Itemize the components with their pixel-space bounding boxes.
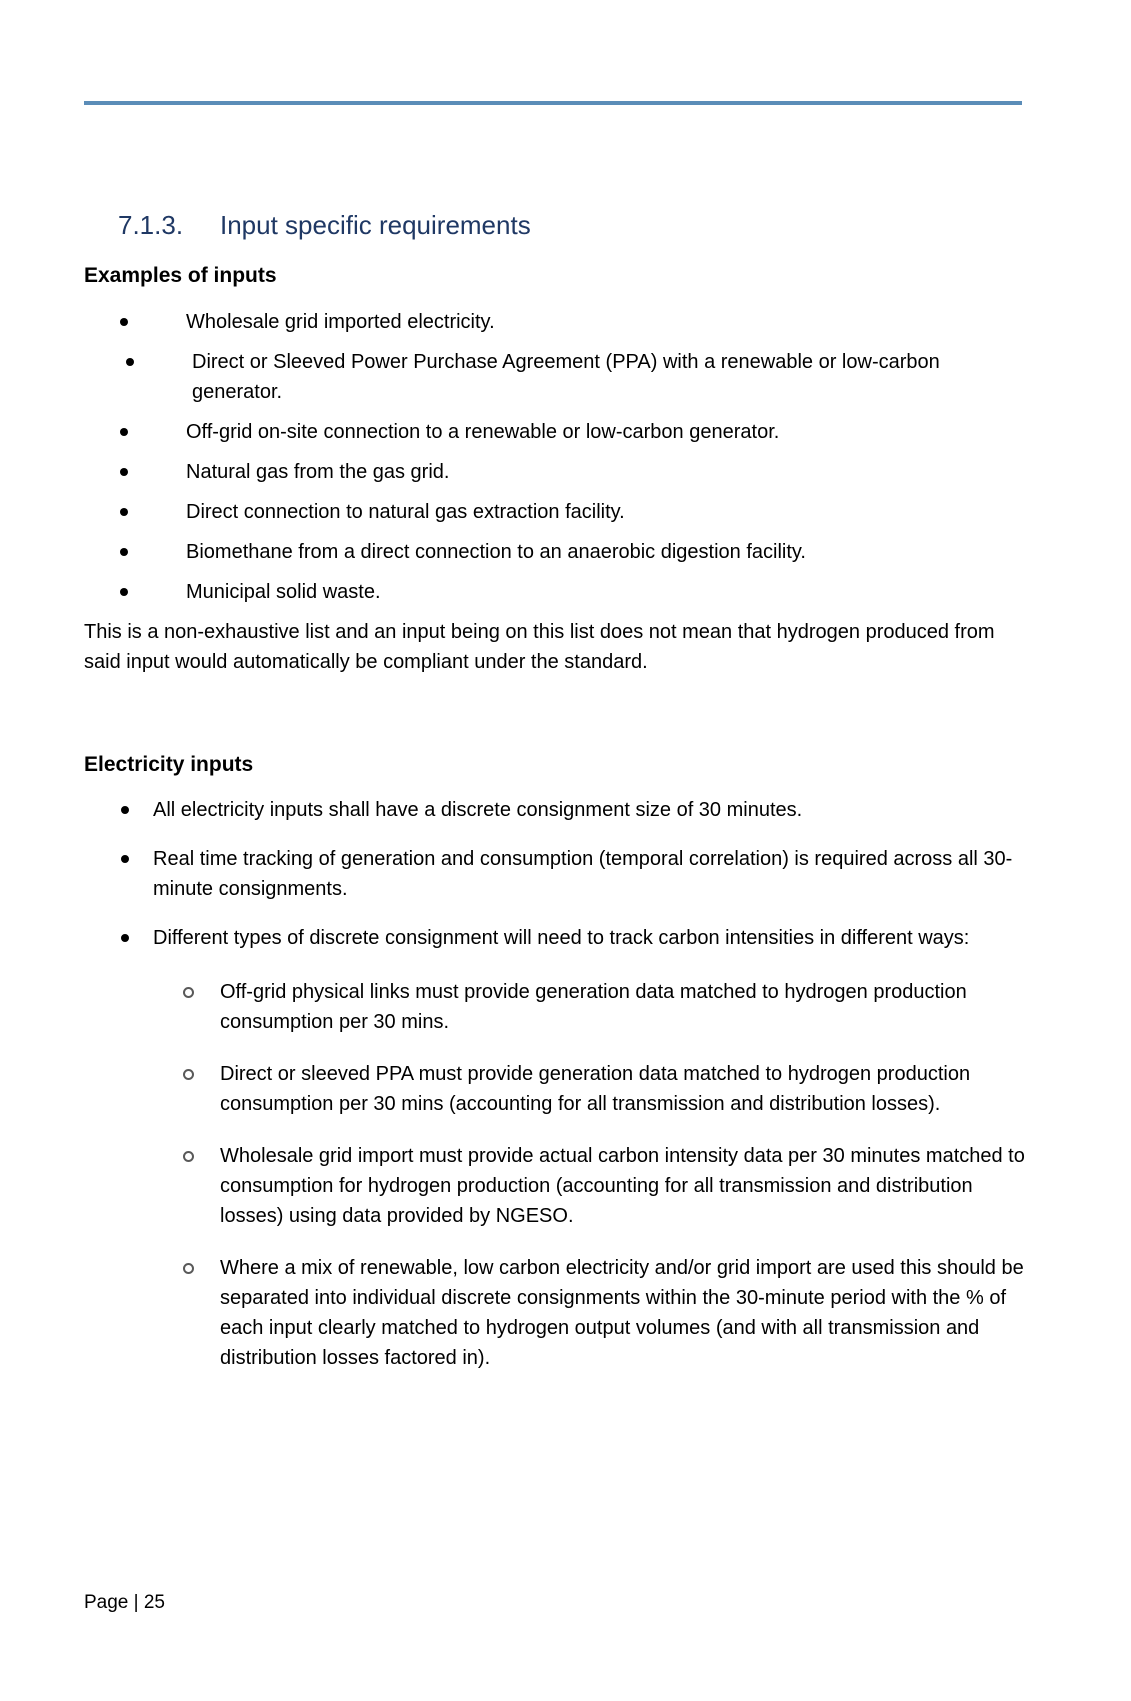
consignment-sub-bullet-list [84,977,1030,1373]
page-number-footer: Page | 25 [84,1592,166,1613]
bullet-icon [120,428,128,436]
circle-bullet-icon [183,1151,194,1162]
circle-bullet-icon [183,987,194,998]
examples-bullet-list [84,307,1030,607]
list-item-text: Direct connection to natural gas extraction facility. [186,501,625,523]
list-item-text: Off-grid on-site connection to a renewable or low-carbon generator. [186,421,780,443]
list-item [84,307,1030,337]
list-item-text: Real time tracking of generation and consumption (temporal correlation) is required across all 30-minute consignments. [153,848,1013,901]
section-heading [118,209,1030,241]
list-item-text: All electricity inputs shall have a discrete consignment size of 30 minutes. [153,799,803,822]
list-item-text: Wholesale grid import must provide actual carbon intensity data per 30 minutes matched to consumption for hydrogen production (accounting for all transmission and distribution losses) using data provided by NGESO. [220,1145,1025,1228]
section-title: Input specific requirements [220,210,531,240]
list-item [84,795,1030,825]
bullet-icon [121,806,129,814]
list-item-text: Wholesale grid imported electricity. [186,311,495,333]
document-page [0,101,1131,1701]
electricity-bullet-list [84,795,1030,953]
examples-of-inputs-heading: Examples of inputs [84,264,277,287]
list-item-text: Municipal solid waste. [186,581,381,603]
list-item-text: Direct or Sleeved Power Purchase Agreement (PPA) with a renewable or low-carbon generator. [192,351,940,403]
list-item [84,1059,1030,1119]
bullet-icon [120,318,128,326]
list-item [84,497,1030,527]
list-item [84,844,1030,904]
list-item [84,457,1030,487]
header-rule [84,101,1022,105]
bullet-icon [120,588,128,596]
bullet-icon [121,934,129,942]
list-item [84,977,1030,1037]
list-item-text: Biomethane from a direct connection to an anaerobic digestion facility. [186,541,806,563]
list-item [84,537,1030,567]
list-item-text: Different types of discrete consignment will need to track carbon intensities in different ways: [153,927,970,950]
non-exhaustive-note: This is a non-exhaustive list and an input being on this list does not mean that hydrogen produced from said input would automatically be compliant under the standard. [84,621,995,673]
bullet-icon [120,548,128,556]
list-item [84,1141,1030,1231]
list-item [84,923,1030,953]
electricity-inputs-heading: Electricity inputs [84,753,254,776]
list-item [84,577,1030,607]
bullet-icon [120,508,128,516]
list-item-text: Off-grid physical links must provide generation data matched to hydrogen production consumption per 30 mins. [220,981,967,1034]
list-item [84,417,1030,447]
list-item-text: Direct or sleeved PPA must provide generation data matched to hydrogen production consumption per 30 mins (accounting for all transmission and distribution losses). [220,1063,971,1116]
bullet-icon [126,358,134,366]
list-item-text: Natural gas from the gas grid. [186,461,450,483]
list-item [90,347,1030,407]
bullet-icon [120,468,128,476]
circle-bullet-icon [183,1263,194,1274]
circle-bullet-icon [183,1069,194,1080]
list-item-text: Where a mix of renewable, low carbon electricity and/or grid import are used this should be separated into individual discrete consignments within the 30-minute period with the % of each input clearly matched to hydrogen output volumes (and with all transmission and distribution losses factored in). [220,1257,1024,1370]
list-item [84,1253,1030,1373]
bullet-icon [121,855,129,863]
section-number: 7.1.3. [118,210,184,240]
